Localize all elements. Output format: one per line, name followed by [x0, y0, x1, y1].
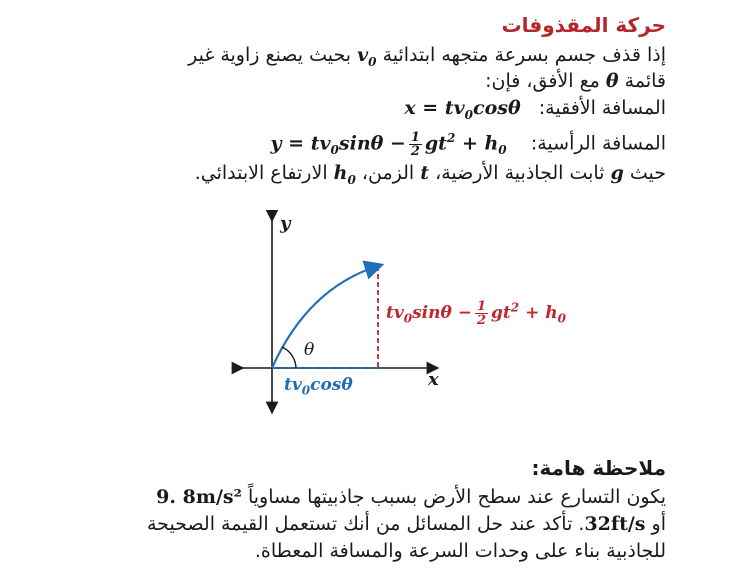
gravity-imperial-value: 32ft/s	[584, 513, 646, 535]
where-text-a: حيث	[629, 162, 666, 184]
vertical-equation: $y = tv_0\sin\theta$ − $\frac{1}{2}$ $gt^2 + h_0$	[270, 129, 507, 159]
horizontal-component-label: $tv_0\cos\theta$	[284, 375, 353, 398]
page-title: حركة المقذوفات	[501, 13, 666, 37]
horizontal-distance-line	[404, 95, 666, 128]
t-symbol: t	[420, 162, 430, 184]
where-text-d: الارتفاع الابتدائي.	[194, 162, 328, 184]
intro-text-d: مع الأفق، فإن:	[485, 70, 600, 92]
horizontal-equation: $x = tv_0\cos\theta$	[404, 97, 521, 122]
intro-text-b: بحيث يصنع زاوية غير	[188, 44, 352, 66]
note-line-1	[156, 484, 666, 510]
where-text-b: ثابت الجاذبية الأرضية،	[435, 162, 605, 184]
trajectory-curve	[272, 266, 378, 368]
note-text-b: أو	[651, 513, 666, 535]
v0-symbol: $v_0$	[357, 44, 377, 69]
horizontal-label: المسافة الأفقية:	[538, 97, 666, 119]
vertical-component-label: $tv_0\sin\theta$ − $\frac{1}{2}$ $gt^2 + h_0$	[386, 299, 566, 328]
one-half-fraction: $\frac{1}{2}$	[410, 129, 420, 159]
angle-arc	[282, 347, 296, 368]
where-text-c: الزمن،	[361, 162, 415, 184]
h0-symbol: $h_0$	[333, 162, 356, 187]
vertical-distance-line	[271, 125, 666, 163]
theta-symbol: θ	[605, 70, 619, 92]
y-axis-label: y	[280, 213, 291, 234]
gravity-metric-value: 9. 8m/s²	[156, 486, 242, 508]
note-line-3: للجاذبية بناء على وحدات السرعة والمسافة المعطاة.	[254, 540, 666, 562]
note-title: ملاحظة هامة:	[531, 456, 666, 480]
intro-text-a: إذا قذف جسم بسرعة متجهه ابتدائية	[382, 44, 666, 66]
note-text-c: . تأكد عند حل المسائل من أنك تستعمل القيمة الصحيحة	[147, 513, 585, 535]
g-symbol: g	[610, 162, 624, 184]
note-text-a: يكون التسارع عند سطح الأرض بسبب جاذبيتها مساوياً	[247, 486, 666, 508]
note-line-2	[147, 511, 666, 537]
where-line	[195, 160, 666, 193]
angle-label: θ	[304, 340, 315, 360]
intro-text-c: قائمة	[624, 70, 666, 92]
x-axis-label: x	[428, 369, 439, 390]
vertical-label: المسافة الرأسية:	[530, 132, 666, 155]
intro-line-2	[485, 68, 666, 94]
